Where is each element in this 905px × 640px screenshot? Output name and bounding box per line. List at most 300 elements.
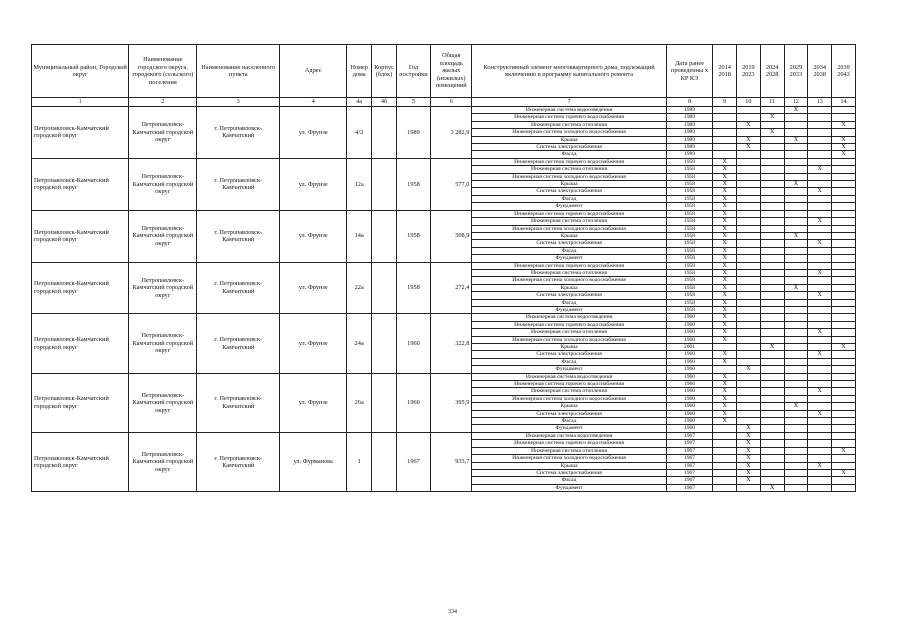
- period-mark-cell: [760, 366, 784, 373]
- period-mark-cell: [832, 477, 856, 484]
- period-mark-cell: X: [808, 462, 832, 469]
- period-mark-cell: X: [713, 269, 737, 276]
- period-mark-cell: X: [832, 144, 856, 151]
- area-cell: 508,9: [431, 210, 472, 262]
- period-mark-cell: X: [808, 188, 832, 195]
- period-mark-cell: [760, 306, 784, 313]
- period-mark-cell: [737, 210, 761, 217]
- build-year-cell: 1958: [396, 262, 430, 314]
- period-mark-cell: X: [713, 203, 737, 210]
- period-mark-cell: [832, 173, 856, 180]
- period-mark-cell: [808, 432, 832, 439]
- period-mark-cell: [832, 181, 856, 188]
- period-mark-cell: [760, 240, 784, 247]
- period-mark-cell: [808, 158, 832, 165]
- previous-repair-date-cell: 1958: [666, 269, 713, 276]
- period-mark-cell: [832, 410, 856, 417]
- period-mark-cell: [760, 225, 784, 232]
- structural-element-cell: Инженерная система отопления: [472, 329, 666, 336]
- period-mark-cell: X: [784, 181, 808, 188]
- period-mark-cell: X: [713, 240, 737, 247]
- period-mark-cell: [784, 299, 808, 306]
- period-mark-cell: X: [713, 166, 737, 173]
- settlement-cell: Петропавловск-Камчатский городской округ: [129, 432, 197, 491]
- period-mark-cell: [760, 151, 784, 158]
- previous-repair-date-cell: 1958: [666, 247, 713, 254]
- period-mark-cell: X: [713, 247, 737, 254]
- period-mark-cell: [832, 210, 856, 217]
- period-mark-cell: [784, 121, 808, 128]
- previous-repair-date-cell: 1967: [666, 462, 713, 469]
- period-mark-cell: [760, 447, 784, 454]
- period-mark-cell: [784, 210, 808, 217]
- column-number: 5: [396, 98, 430, 107]
- column-number: 3: [197, 98, 280, 107]
- structural-element-cell: Инженерная система отопления: [472, 388, 666, 395]
- period-mark-cell: [784, 329, 808, 336]
- column-header: 2024 2028: [760, 45, 784, 98]
- period-mark-cell: X: [808, 166, 832, 173]
- house-number-cell: 4/2: [347, 107, 372, 159]
- period-mark-cell: X: [760, 129, 784, 136]
- period-mark-cell: [737, 269, 761, 276]
- period-mark-cell: [760, 188, 784, 195]
- period-mark-cell: [808, 129, 832, 136]
- area-cell: 395,9: [431, 373, 472, 432]
- period-mark-cell: [737, 158, 761, 165]
- period-mark-cell: X: [737, 469, 761, 476]
- structural-element-cell: Инженерная система холодного водоснабжения: [472, 455, 666, 462]
- period-mark-cell: X: [713, 232, 737, 239]
- settlement-cell: Петропавловск-Камчатский городской округ: [129, 107, 197, 159]
- previous-repair-date-cell: 1958: [666, 232, 713, 239]
- period-mark-cell: [832, 351, 856, 358]
- period-mark-cell: [760, 336, 784, 343]
- period-mark-cell: X: [737, 425, 761, 432]
- period-mark-cell: [760, 469, 784, 476]
- period-mark-cell: [784, 388, 808, 395]
- previous-repair-date-cell: 1958: [666, 255, 713, 262]
- previous-repair-date-cell: 2001: [666, 344, 713, 351]
- column-header: 2014 2018: [713, 45, 737, 98]
- period-mark-cell: [832, 129, 856, 136]
- period-mark-cell: [760, 107, 784, 114]
- previous-repair-date-cell: 1960: [666, 418, 713, 425]
- period-mark-cell: X: [832, 121, 856, 128]
- house-number-cell: 1: [347, 432, 372, 491]
- period-mark-cell: [760, 210, 784, 217]
- period-mark-cell: X: [713, 225, 737, 232]
- structural-element-cell: Инженерная система горячего водоснабжения: [472, 262, 666, 269]
- period-mark-cell: [760, 432, 784, 439]
- previous-repair-date-cell: 1960: [666, 410, 713, 417]
- period-mark-cell: X: [713, 195, 737, 202]
- street-cell: ул. Фрунзе: [280, 314, 347, 373]
- locality-cell: г. Петропавловск-Камчатский: [197, 432, 280, 491]
- period-mark-cell: [832, 195, 856, 202]
- period-mark-cell: [760, 284, 784, 291]
- column-header: 2039 2043: [832, 45, 856, 98]
- period-mark-cell: [784, 410, 808, 417]
- period-mark-cell: [737, 188, 761, 195]
- previous-repair-date-cell: 1958: [666, 181, 713, 188]
- column-number: 14: [832, 98, 856, 107]
- previous-repair-date-cell: 1958: [666, 218, 713, 225]
- period-mark-cell: [760, 455, 784, 462]
- structural-element-cell: Фасад: [472, 299, 666, 306]
- period-mark-cell: [737, 314, 761, 321]
- locality-cell: г. Петропавловск-Камчатский: [197, 373, 280, 432]
- previous-repair-date-cell: 1958: [666, 158, 713, 165]
- period-mark-cell: [737, 129, 761, 136]
- period-mark-cell: [737, 418, 761, 425]
- table-row: [32, 314, 856, 321]
- period-mark-cell: [737, 306, 761, 313]
- period-mark-cell: [832, 381, 856, 388]
- period-mark-cell: X: [713, 262, 737, 269]
- period-mark-cell: X: [832, 469, 856, 476]
- period-mark-cell: [808, 395, 832, 402]
- structural-element-cell: Инженерная система отопления: [472, 121, 666, 128]
- period-mark-cell: [832, 403, 856, 410]
- street-cell: ул. Фрунзе: [280, 158, 347, 210]
- period-mark-cell: [737, 299, 761, 306]
- structural-element-cell: Инженерная система холодного водоснабжения: [472, 395, 666, 402]
- column-number: 4: [280, 98, 347, 107]
- period-mark-cell: [808, 255, 832, 262]
- period-mark-cell: [832, 218, 856, 225]
- period-mark-cell: [784, 366, 808, 373]
- period-mark-cell: X: [713, 321, 737, 328]
- block-cell: [372, 107, 397, 159]
- period-mark-cell: [784, 151, 808, 158]
- previous-repair-date-cell: 1967: [666, 440, 713, 447]
- period-mark-cell: [737, 336, 761, 343]
- structural-element-cell: Инженерная система отопления: [472, 269, 666, 276]
- period-mark-cell: [737, 247, 761, 254]
- period-mark-cell: [737, 166, 761, 173]
- period-mark-cell: [784, 336, 808, 343]
- period-mark-cell: X: [808, 292, 832, 299]
- previous-repair-date-cell: 1967: [666, 469, 713, 476]
- period-mark-cell: [832, 284, 856, 291]
- period-mark-cell: [784, 166, 808, 173]
- column-header: Дата ранее проведенны х КР КЭ: [666, 45, 713, 98]
- column-header: Наименование городского округа, городского (сельского) поселения: [129, 45, 197, 98]
- period-mark-cell: X: [713, 306, 737, 313]
- period-mark-cell: [808, 247, 832, 254]
- previous-repair-date-cell: 1960: [666, 358, 713, 365]
- area-cell: 3 282,9: [431, 107, 472, 159]
- column-header: Муниципальный район, Городской округ: [32, 45, 129, 98]
- period-mark-cell: [760, 121, 784, 128]
- previous-repair-date-cell: 1960: [666, 366, 713, 373]
- street-cell: ул. Фрунзе: [280, 210, 347, 262]
- period-mark-cell: [784, 218, 808, 225]
- period-mark-cell: [737, 195, 761, 202]
- column-number-row: [32, 98, 856, 107]
- period-mark-cell: [737, 388, 761, 395]
- period-mark-cell: [832, 114, 856, 121]
- column-number: 7: [472, 98, 666, 107]
- period-mark-cell: X: [832, 151, 856, 158]
- period-mark-cell: X: [737, 477, 761, 484]
- period-mark-cell: [737, 395, 761, 402]
- block-cell: [372, 432, 397, 491]
- structural-element-cell: Фундамент: [472, 203, 666, 210]
- previous-repair-date-cell: 1958: [666, 225, 713, 232]
- structural-element-cell: Инженерная система горячего водоснабжения: [472, 381, 666, 388]
- column-header: Корпус (блок): [372, 45, 397, 98]
- period-mark-cell: [760, 173, 784, 180]
- period-mark-cell: [760, 358, 784, 365]
- period-mark-cell: [737, 410, 761, 417]
- previous-repair-date-cell: 1960: [666, 425, 713, 432]
- period-mark-cell: [808, 373, 832, 380]
- period-mark-cell: [713, 151, 737, 158]
- period-mark-cell: [760, 299, 784, 306]
- period-mark-cell: [784, 432, 808, 439]
- period-mark-cell: X: [713, 351, 737, 358]
- period-mark-cell: [808, 314, 832, 321]
- period-mark-cell: [832, 232, 856, 239]
- block-cell: [372, 262, 397, 314]
- period-mark-cell: [808, 381, 832, 388]
- period-mark-cell: [784, 373, 808, 380]
- period-mark-cell: [713, 462, 737, 469]
- period-mark-cell: [737, 284, 761, 291]
- period-mark-cell: X: [808, 240, 832, 247]
- structural-element-cell: Система электроснабжения: [472, 410, 666, 417]
- build-year-cell: 1989: [396, 107, 430, 159]
- period-mark-cell: [832, 166, 856, 173]
- period-mark-cell: [784, 173, 808, 180]
- column-number: 13: [808, 98, 832, 107]
- structural-element-cell: Крыша: [472, 284, 666, 291]
- structural-element-cell: Инженерная система горячего водоснабжения: [472, 440, 666, 447]
- period-mark-cell: [784, 269, 808, 276]
- structural-element-cell: Инженерная система водоотведения: [472, 373, 666, 380]
- period-mark-cell: [737, 240, 761, 247]
- period-mark-cell: [760, 403, 784, 410]
- period-mark-cell: [808, 151, 832, 158]
- locality-cell: г. Петропавловск-Камчатский: [197, 314, 280, 373]
- column-header: 2019 2023: [737, 45, 761, 98]
- structural-element-cell: Фасад: [472, 358, 666, 365]
- period-mark-cell: X: [713, 277, 737, 284]
- period-mark-cell: [737, 225, 761, 232]
- period-mark-cell: X: [784, 107, 808, 114]
- period-mark-cell: [832, 388, 856, 395]
- structural-element-cell: Система электроснабжения: [472, 292, 666, 299]
- structural-element-cell: Система электроснабжения: [472, 240, 666, 247]
- period-mark-cell: X: [737, 144, 761, 151]
- structural-element-cell: Инженерная система водоотведения: [472, 432, 666, 439]
- period-mark-cell: X: [713, 418, 737, 425]
- period-mark-cell: [832, 107, 856, 114]
- period-mark-cell: [737, 358, 761, 365]
- period-mark-cell: X: [713, 314, 737, 321]
- column-header: 2029 2033: [784, 45, 808, 98]
- previous-repair-date-cell: 1958: [666, 195, 713, 202]
- previous-repair-date-cell: 1967: [666, 477, 713, 484]
- period-mark-cell: [808, 358, 832, 365]
- structural-element-cell: Инженерная система горячего водоснабжения: [472, 158, 666, 165]
- structural-element-cell: Система электроснабжения: [472, 144, 666, 151]
- period-mark-cell: [737, 255, 761, 262]
- period-mark-cell: [760, 351, 784, 358]
- period-mark-cell: [784, 344, 808, 351]
- period-mark-cell: [737, 203, 761, 210]
- previous-repair-date-cell: 1989: [666, 151, 713, 158]
- period-mark-cell: [737, 344, 761, 351]
- previous-repair-date-cell: 1960: [666, 321, 713, 328]
- period-mark-cell: X: [713, 336, 737, 343]
- table-row: [32, 373, 856, 380]
- period-mark-cell: [808, 173, 832, 180]
- period-mark-cell: [832, 240, 856, 247]
- capital-repair-table: [31, 44, 856, 492]
- period-mark-cell: [713, 129, 737, 136]
- period-mark-cell: [760, 181, 784, 188]
- period-mark-cell: [713, 484, 737, 491]
- period-mark-cell: [832, 225, 856, 232]
- structural-element-cell: Инженерная система холодного водоснабжения: [472, 225, 666, 232]
- page-number: 334: [448, 609, 457, 615]
- period-mark-cell: [808, 225, 832, 232]
- structural-element-cell: Фасад: [472, 477, 666, 484]
- street-cell: ул. Фурманова: [280, 432, 347, 491]
- settlement-cell: Петропавловск-Камчатский городской округ: [129, 373, 197, 432]
- period-mark-cell: [832, 292, 856, 299]
- district-cell: Петропавловск-Камчатский городской округ: [32, 314, 129, 373]
- period-mark-cell: X: [713, 358, 737, 365]
- previous-repair-date-cell: 1989: [666, 114, 713, 121]
- period-mark-cell: X: [713, 395, 737, 402]
- period-mark-cell: [784, 225, 808, 232]
- previous-repair-date-cell: 1967: [666, 455, 713, 462]
- period-mark-cell: X: [713, 284, 737, 291]
- period-mark-cell: [737, 218, 761, 225]
- column-number: 8: [666, 98, 713, 107]
- district-cell: Петропавловск-Камчатский городской округ: [32, 107, 129, 159]
- structural-element-cell: Крыша: [472, 136, 666, 143]
- structural-element-cell: Инженерная система холодного водоснабжения: [472, 336, 666, 343]
- structural-element-cell: Фундамент: [472, 306, 666, 313]
- period-mark-cell: [760, 195, 784, 202]
- period-mark-cell: [760, 218, 784, 225]
- period-mark-cell: [832, 158, 856, 165]
- house-number-cell: 14а: [347, 210, 372, 262]
- period-mark-cell: X: [713, 218, 737, 225]
- period-mark-cell: X: [713, 158, 737, 165]
- period-mark-cell: [808, 203, 832, 210]
- period-mark-cell: [784, 247, 808, 254]
- period-mark-cell: [832, 462, 856, 469]
- period-mark-cell: [784, 240, 808, 247]
- period-mark-cell: [784, 462, 808, 469]
- period-mark-cell: X: [713, 173, 737, 180]
- period-mark-cell: X: [713, 410, 737, 417]
- period-mark-cell: [784, 351, 808, 358]
- period-mark-cell: X: [760, 344, 784, 351]
- period-mark-cell: [808, 107, 832, 114]
- period-mark-cell: X: [737, 121, 761, 128]
- previous-repair-date-cell: 1960: [666, 336, 713, 343]
- column-number: 2: [129, 98, 197, 107]
- period-mark-cell: [832, 432, 856, 439]
- previous-repair-date-cell: 1958: [666, 166, 713, 173]
- area-cell: 933,7: [431, 432, 472, 491]
- period-mark-cell: [808, 121, 832, 128]
- period-mark-cell: [784, 262, 808, 269]
- period-mark-cell: [832, 255, 856, 262]
- period-mark-cell: [832, 358, 856, 365]
- previous-repair-date-cell: 1958: [666, 210, 713, 217]
- structural-element-cell: Крыша: [472, 403, 666, 410]
- period-mark-cell: [808, 447, 832, 454]
- structural-element-cell: Инженерная система холодного водоснабжения: [472, 129, 666, 136]
- structural-element-cell: Инженерная система горячего водоснабжения: [472, 210, 666, 217]
- period-mark-cell: [737, 292, 761, 299]
- period-mark-cell: [832, 418, 856, 425]
- period-mark-cell: [737, 381, 761, 388]
- street-cell: ул. Фрунзе: [280, 107, 347, 159]
- structural-element-cell: Инженерная система горячего водоснабжения: [472, 321, 666, 328]
- period-mark-cell: [784, 314, 808, 321]
- previous-repair-date-cell: 1958: [666, 292, 713, 299]
- settlement-cell: Петропавловск-Камчатский городской округ: [129, 262, 197, 314]
- period-mark-cell: [760, 388, 784, 395]
- previous-repair-date-cell: 1960: [666, 388, 713, 395]
- period-mark-cell: X: [713, 210, 737, 217]
- period-mark-cell: [760, 158, 784, 165]
- settlement-cell: Петропавловск-Камчатский городской округ: [129, 158, 197, 210]
- period-mark-cell: [760, 329, 784, 336]
- period-mark-cell: [832, 336, 856, 343]
- period-mark-cell: X: [737, 366, 761, 373]
- period-mark-cell: [784, 358, 808, 365]
- structural-element-cell: Фундамент: [472, 425, 666, 432]
- district-cell: Петропавловск-Камчатский городской округ: [32, 432, 129, 491]
- period-mark-cell: [760, 262, 784, 269]
- column-number: 10: [737, 98, 761, 107]
- period-mark-cell: X: [808, 388, 832, 395]
- period-mark-cell: [832, 262, 856, 269]
- period-mark-cell: [737, 403, 761, 410]
- settlement-cell: Петропавловск-Камчатский городской округ: [129, 314, 197, 373]
- period-mark-cell: [808, 344, 832, 351]
- period-mark-cell: X: [737, 440, 761, 447]
- column-number: 9: [713, 98, 737, 107]
- period-mark-cell: [808, 418, 832, 425]
- period-mark-cell: [784, 395, 808, 402]
- period-mark-cell: [784, 418, 808, 425]
- build-year-cell: 1958: [396, 158, 430, 210]
- structural-element-cell: Фасад: [472, 247, 666, 254]
- period-mark-cell: [760, 269, 784, 276]
- period-mark-cell: [808, 114, 832, 121]
- structural-element-cell: Фундамент: [472, 366, 666, 373]
- period-mark-cell: [737, 321, 761, 328]
- previous-repair-date-cell: 1960: [666, 329, 713, 336]
- table-row: [32, 262, 856, 269]
- period-mark-cell: [784, 114, 808, 121]
- structural-element-cell: Система электроснабжения: [472, 351, 666, 358]
- table-row: [32, 107, 856, 114]
- period-mark-cell: [737, 373, 761, 380]
- previous-repair-date-cell: 1960: [666, 381, 713, 388]
